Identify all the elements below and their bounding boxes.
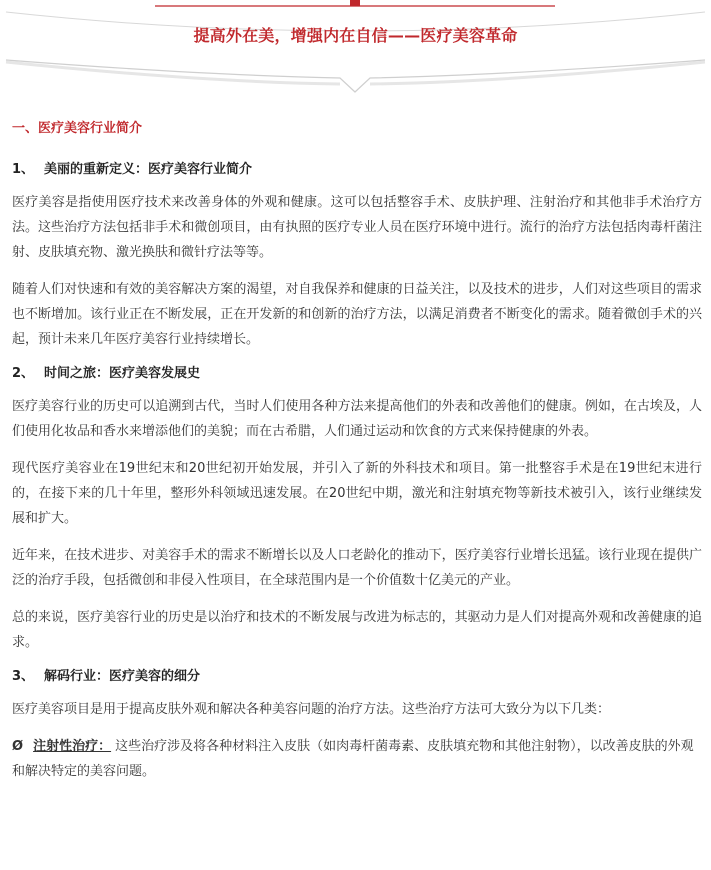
bullet-term: 注射性治疗： bbox=[33, 739, 112, 754]
section-heading: 一、医疗美容行业简介 bbox=[12, 121, 143, 136]
subsection-number: 3、 bbox=[12, 669, 35, 684]
paragraph: 总的来说，医疗美容行业的历史是以治疗和技术的不断发展与改进为标志的，其驱动力是人们对提高外观和改善健康的追求。 bbox=[12, 610, 702, 650]
banner-curve-bottom bbox=[6, 60, 705, 92]
banner-top-tab bbox=[350, 0, 360, 6]
subsection-heading-3 bbox=[12, 667, 702, 687]
subsection-number: 1、 bbox=[12, 162, 35, 177]
title-banner bbox=[0, 0, 711, 100]
paragraph: 现代医疗美容业在19世纪末和20世纪初开始发展，并引入了新的外科技术和项目。第一批整容手术是在19世纪末进行的，在接下来的几十年里，整形外科领域迅速发展。在20世纪中期，激光和注射填充物等新技术被引入，该行业继续发展和扩大。 bbox=[12, 461, 702, 526]
subsection-heading-1 bbox=[12, 160, 702, 180]
article-body bbox=[12, 118, 702, 784]
subsection-title: 时间之旅：医疗美容发展史 bbox=[44, 366, 201, 381]
subsection-heading-2 bbox=[12, 364, 702, 384]
banner-shadow-left bbox=[6, 62, 340, 84]
subsection-title: 美丽的重新定义：医疗美容行业简介 bbox=[44, 162, 253, 177]
bullet-mark: Ø bbox=[12, 739, 24, 754]
subsection-title: 解码行业：医疗美容的细分 bbox=[44, 669, 201, 684]
bullet-text: 这些治疗涉及将各种材料注入皮肤（如肉毒杆菌毒素、皮肤填充物和其他注射物），以改善皮肤的外观和解决特定的美容问题。 bbox=[12, 739, 694, 779]
paragraph: 近年来，在技术进步、对美容手术的需求不断增长以及人口老龄化的推动下，医疗美容行业增长迅猛。该行业现在提供广泛的治疗手段，包括微创和非侵入性项目，在全球范围内是一个价值数十亿美元的产业。 bbox=[12, 548, 702, 588]
subsection-number: 2、 bbox=[12, 366, 35, 381]
paragraph: 医疗美容项目是用于提高皮肤外观和解决各种美容问题的治疗方法。这些治疗方法可大致分为以下几类： bbox=[12, 702, 611, 717]
banner-shadow-right bbox=[370, 62, 705, 84]
paragraph: 医疗美容行业的历史可以追溯到古代，当时人们使用各种方法来提高他们的外表和改善他们的健康。例如，在古埃及，人们使用化妆品和香水来增添他们的美貌；而在古希腊，人们通过运动和饮食的方式来保持健康的外表。 bbox=[12, 399, 702, 439]
banner-frame-graphic bbox=[0, 0, 711, 100]
paragraph: 随着人们对快速和有效的美容解决方案的渴望，对自我保养和健康的日益关注，以及技术的进步，人们对这些项目的需求也不断增加。该行业正在不断发展，正在开发新的和创新的治疗方法，以满足消费者不断变化的需求。随着微创手术的兴起，预计未来几年医疗美容行业持续增长。 bbox=[12, 282, 702, 347]
bullet-item bbox=[12, 734, 702, 784]
paragraph: 医疗美容是指使用医疗技术来改善身体的外观和健康。这可以包括整容手术、皮肤护理、注射治疗和其他非手术治疗方法。这些治疗方法包括非手术和微创项目，由有执照的医疗专业人员在医疗环境中进行。流行的治疗方法包括肉毒杆菌注射、皮肤填充物、激光换肤和微针疗法等等。 bbox=[12, 195, 702, 260]
page-title: 提高外在美，增强内在自信——医疗美容革命 bbox=[193, 26, 518, 45]
